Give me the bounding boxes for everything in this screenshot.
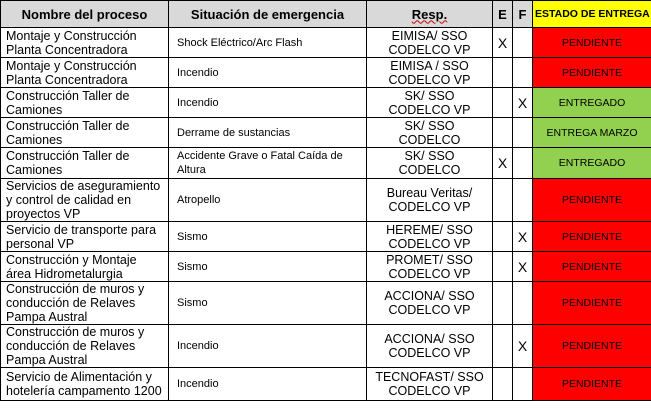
- header-process: Nombre del proceso: [1, 1, 169, 28]
- cell-f: [513, 148, 533, 179]
- cell-e: [493, 222, 513, 252]
- header-row: [1, 1, 651, 28]
- cell-resp: SK/ SSO CODELCO: [367, 148, 493, 179]
- table-row: [1, 368, 651, 401]
- table-row: [1, 325, 651, 368]
- cell-resp: SK/ SSO CODELCO: [367, 118, 493, 148]
- cell-status: PENDIENTE: [533, 179, 651, 222]
- cell-process: Servicio de transporte para personal VP: [1, 222, 169, 252]
- cell-status: ENTREGADO: [533, 148, 651, 179]
- header-situation: Situación de emergencia: [169, 1, 367, 28]
- cell-status: PENDIENTE: [533, 325, 651, 368]
- cell-process: Construcción y Montaje área Hidrometalurgia: [1, 252, 169, 282]
- cell-e: [493, 118, 513, 148]
- cell-e: [493, 282, 513, 325]
- cell-f: [513, 179, 533, 222]
- cell-e: [493, 88, 513, 118]
- cell-e: [493, 179, 513, 222]
- cell-f: X: [513, 252, 533, 282]
- cell-status: PENDIENTE: [533, 28, 651, 58]
- cell-resp: ACCIONA/ SSO CODELCO VP: [367, 325, 493, 368]
- cell-situation: Incendio: [169, 368, 367, 401]
- cell-e: [493, 325, 513, 368]
- cell-f: [513, 28, 533, 58]
- cell-resp: PROMET/ SSO CODELCO VP: [367, 252, 493, 282]
- cell-process: Montaje y Construcción Planta Concentradora: [1, 58, 169, 88]
- cell-resp: HEREME/ SSO CODELCO VP: [367, 222, 493, 252]
- cell-status: PENDIENTE: [533, 282, 651, 325]
- cell-f: [513, 282, 533, 325]
- cell-process: Servicio de Alimentación y hotelería campamento 1200: [1, 368, 169, 401]
- cell-situation: Shock Eléctrico/Arc Flash: [169, 28, 367, 58]
- cell-resp: EIMISA / SSO CODELCO VP: [367, 58, 493, 88]
- cell-situation: Atropello: [169, 179, 367, 222]
- cell-e: [493, 58, 513, 88]
- cell-status: PENDIENTE: [533, 58, 651, 88]
- cell-e: [493, 368, 513, 401]
- table-row: [1, 58, 651, 88]
- cell-situation: Sismo: [169, 222, 367, 252]
- cell-process: Construcción Taller de Camiones: [1, 118, 169, 148]
- cell-situation: Incendio: [169, 325, 367, 368]
- header-e: E: [493, 1, 513, 28]
- table-row: [1, 28, 651, 58]
- table-body: [1, 28, 651, 401]
- cell-resp: TECNOFAST/ SSO CODELCO VP: [367, 368, 493, 401]
- cell-situation: Sismo: [169, 252, 367, 282]
- cell-f: X: [513, 222, 533, 252]
- cell-process: Montaje y Construcción Planta Concentradora: [1, 28, 169, 58]
- cell-status: PENDIENTE: [533, 222, 651, 252]
- table-row: [1, 222, 651, 252]
- cell-resp: EIMISA/ SSO CODELCO VP: [367, 28, 493, 58]
- table-row: [1, 252, 651, 282]
- table-row: [1, 118, 651, 148]
- table-row: [1, 148, 651, 179]
- cell-resp: SK/ SSO CODELCO VP: [367, 88, 493, 118]
- cell-process: Servicios de aseguramiento y control de calidad en proyectos VP: [1, 179, 169, 222]
- cell-status: PENDIENTE: [533, 368, 651, 401]
- cell-process: Construcción Taller de Camiones: [1, 88, 169, 118]
- table-row: [1, 88, 651, 118]
- table-row: [1, 179, 651, 222]
- cell-situation: Sismo: [169, 282, 367, 325]
- header-f: F: [513, 1, 533, 28]
- cell-e: [493, 252, 513, 282]
- cell-f: [513, 58, 533, 88]
- cell-f: X: [513, 88, 533, 118]
- cell-e: X: [493, 28, 513, 58]
- table-row: [1, 282, 651, 325]
- cell-e: X: [493, 148, 513, 179]
- header-resp-label: Resp.: [411, 6, 448, 22]
- cell-process: Construcción de muros y conducción de Relaves Pampa Austral: [1, 282, 169, 325]
- cell-resp: Bureau Veritas/ CODELCO VP: [367, 179, 493, 222]
- header-resp: [367, 1, 493, 28]
- cell-situation: Incendio: [169, 58, 367, 88]
- cell-process: Construcción Taller de Camiones: [1, 148, 169, 179]
- cell-situation: Accidente Grave o Fatal Caída de Altura: [169, 148, 367, 179]
- header-status: ESTADO DE ENTREGA: [533, 1, 651, 28]
- cell-f: [513, 368, 533, 401]
- cell-f: X: [513, 325, 533, 368]
- cell-status: ENTREGA MARZO: [533, 118, 651, 148]
- cell-status: PENDIENTE: [533, 252, 651, 282]
- cell-resp: ACCIONA/ SSO CODELCO VP: [367, 282, 493, 325]
- cell-f: [513, 118, 533, 148]
- cell-situation: Derrame de sustancias: [169, 118, 367, 148]
- cell-process: Construcción de muros y conducción de Relaves Pampa Austral: [1, 325, 169, 368]
- cell-situation: Incendio: [169, 88, 367, 118]
- cell-status: ENTREGADO: [533, 88, 651, 118]
